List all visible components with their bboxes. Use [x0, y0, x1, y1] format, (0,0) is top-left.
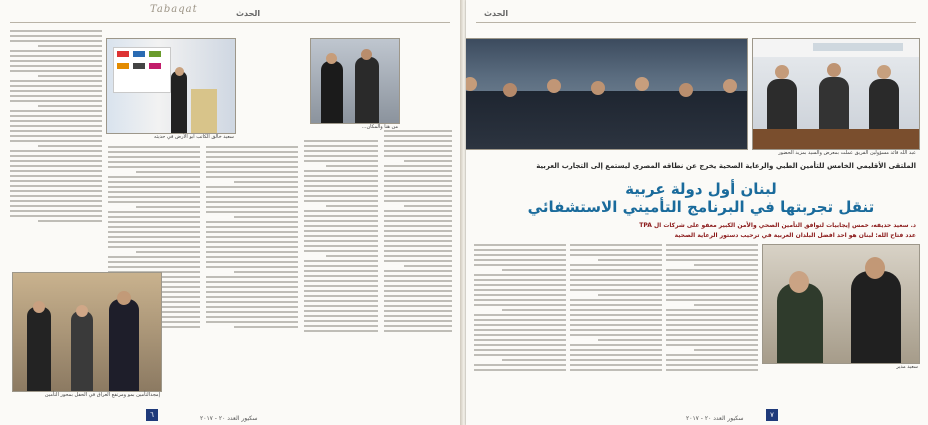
photo-caption: من هنا والمكان... [361, 124, 398, 130]
headline-line-1: لبنان أول دولة عربية [625, 180, 777, 198]
text-column [384, 130, 452, 335]
folio: سكيور العدد ٢٠ - ٢٠١٧ [200, 415, 258, 422]
event-photo-podium [106, 38, 236, 134]
subhead-2: عدد فتاح الله: لبنان هو احد افضل البلدان العربية في ترحيب دستور الرعاية الصحية [674, 232, 916, 239]
headline-line-2: تنقل تجربتها في البرنامج التأميني الاستشفائي [527, 198, 875, 216]
left-page [0, 0, 462, 425]
portrait-photo [762, 244, 920, 364]
event-photo-group [12, 272, 162, 392]
text-column [206, 146, 298, 331]
photo-caption: سعيد خالق الكاتب ابو الأرض في حديثه [154, 134, 234, 140]
header-rule [476, 22, 916, 23]
panel-speakers-photo [752, 38, 920, 150]
section-tag: الحدث [484, 9, 509, 18]
photo-caption: سعيد مدير [896, 364, 918, 370]
text-column [10, 30, 102, 225]
text-column [474, 244, 566, 374]
magazine-logo: Tabaqat [150, 4, 198, 15]
section-tag: الحدث [236, 9, 261, 18]
conference-audience-photo [466, 38, 748, 150]
photo-caption: عبد الله قائد مسؤولين الفريق عملت بمعرض والسيد بمزيد الحضور [778, 150, 916, 156]
subhead-1: د. سعيد حديفه، خمس إيجابيات لتوافق التأمين الصحي والأمن الكبير معفو على شركات ال TPA [639, 222, 916, 229]
text-column [666, 244, 758, 374]
folio: سكيور العدد ٢٠ - ٢٠١٧ [686, 415, 744, 422]
right-page [466, 0, 928, 425]
page-number: ٦ [146, 409, 158, 421]
header-rule [10, 22, 450, 23]
event-photo-men [310, 38, 400, 124]
page-number: ٧ [766, 409, 778, 421]
text-column [304, 140, 378, 335]
photo-caption: إمجدالتأمين بمو ومرتفع العراق في الحفل بمحور التأمين [44, 392, 160, 398]
text-column [570, 244, 662, 374]
overline: الملتقى الأقليمي الخامس للتأمين الطبي والرعاية الصحية يخرج عن نطاقه المصري ليستمع إلى التجارب العربية [536, 162, 916, 170]
